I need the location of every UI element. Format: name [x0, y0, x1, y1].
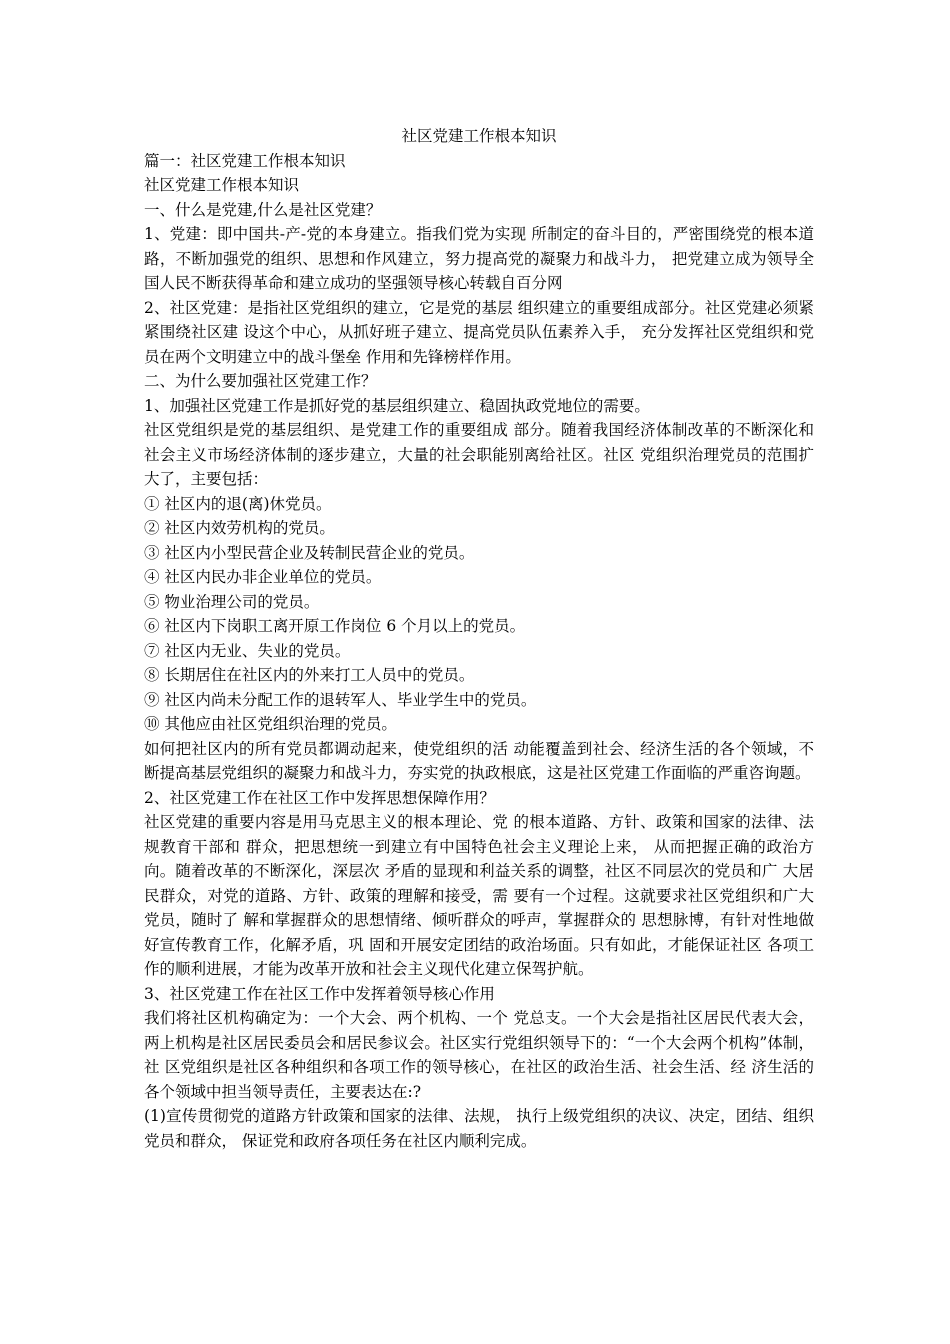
paragraph: 社区党建的重要内容是用马克思主义的根本理论、党 的根本道路、方针、政策和国家的法律、法规教育干部和 群众，把思想统一到建立有中国特色社会主义理论上来， 从而把握正确的政治方向。随着改革的不断深化，深层次 矛盾的显现和利益关系的调整，社区不同层次的党员和广 大居民群众，对党的道路、方针、政策的理解和接受，需 要有一个过程。这就要求社区党组织和广大党员，随时了 解和掌握群众的思想情绪、倾听群众的呼声，掌握群众的 思想脉博，有针对性地做好宣传教育工作，化解矛盾，巩 固和开展安定团结的政治场面。只有如此，才能保证社区 各项工作的顺利进展，才能为改革开放和社会主义现代化建立保驾护航。	[144, 813, 814, 978]
list-item: ② 社区内效劳机构的党员。	[144, 519, 335, 537]
paragraph: (1)宣传贯彻党的道路方针政策和国家的法律、法规， 执行上级党组织的决议、决定，团结、组织党员和群众， 保证党和政府各项任务在社区内顺利完成。	[144, 1107, 814, 1150]
subtitle: 社区党建工作根本知识	[144, 176, 300, 194]
paragraph: 如何把社区内的所有党员都调动起来，使党组织的活 动能覆盖到社会、经济生活的各个领域，不断提高基层党组织的凝聚力和战斗力，夯实党的执政根底，这是社区党建工作面临的严重咨询题。	[144, 739, 814, 782]
list-item: ⑦ 社区内无业、失业的党员。	[144, 641, 351, 660]
paragraph: 我们将社区机构确定为：一个大会、两个机构、一个 党总支。一个大会是指社区居民代表大会，两上机构是社区居民委员会和居民参议会。社区实行党组织领导下的：“一个大会两个机构”体制，社 区党组织是社区各种组织和各项工作的领导核心，在社区的政治生活、社会生活、经 济生活的各个领域中担当领导责任，主要表达在:?	[144, 1009, 814, 1101]
paragraph: 1、加强社区党建工作是抓好党的基层组织建立、稳固执政党地位的需要。	[144, 396, 650, 415]
list-item: ⑨ 社区内尚未分配工作的退转军人、毕业学生中的党员。	[144, 690, 537, 709]
section-heading: 篇一：社区党建工作根本知识	[144, 151, 346, 170]
list-item: ⑤ 物业治理公司的党员。	[144, 592, 320, 611]
paragraph: 社区党组织是党的基层组织、是党建工作的重要组成 部分。随着我国经济体制改革的不断深化和社会主义市场经济体制的逐步建立，大量的社会职能别离给社区。社区 党组织治理党员的范围扩大了，主要包括：	[144, 421, 814, 488]
document-title: 社区党建工作根本知识	[401, 127, 557, 145]
paragraph: 2、社区党建：是指社区党组织的建立，它是党的基层 组织建立的重要组成部分。社区党建必须紧紧围绕社区建 设这个中心，从抓好班子建立、提高党员队伍素养入手， 充分发挥社区党组织和党员在两个文明建立中的战斗堡垒 作用和先锋榜样作用。	[144, 298, 814, 366]
list-item: ⑧ 长期居住在社区内的外来打工人员中的党员。	[144, 666, 475, 684]
paragraph: 1、党建：即中国共-产-党的本身建立。指我们党为实现 所制定的奋斗目的，严密围绕党的根本道路，不断加强党的组织、思想和作风建立，努力提高党的凝聚力和战斗力， 把党建立成为领导全国人民不断获得革命和建立成功的坚强领导核心转载自百分网	[144, 225, 814, 292]
list-item: ⑥ 社区内下岗职工离开原工作岗位 6 个月以上的党员。	[144, 617, 526, 635]
paragraph: 3、社区党建工作在社区工作中发挥着领导核心作用	[144, 984, 495, 1003]
question-heading: 一、什么是党建,什么是社区党建？	[144, 200, 382, 219]
document-body	[144, 124, 814, 1153]
question-heading: 二、为什么要加强社区党建工作？	[144, 372, 377, 390]
list-item: ③ 社区内小型民营企业及转制民营企业的党员。	[144, 543, 475, 562]
paragraph: 2、社区党建工作在社区工作中发挥思想保障作用？	[144, 788, 495, 807]
list-item: ① 社区内的退(离)休党员。	[144, 494, 332, 513]
list-item: ④ 社区内民办非企业单位的党员。	[144, 568, 382, 586]
list-item: ⑩ 其他应由社区党组织治理的党员。	[144, 715, 397, 733]
